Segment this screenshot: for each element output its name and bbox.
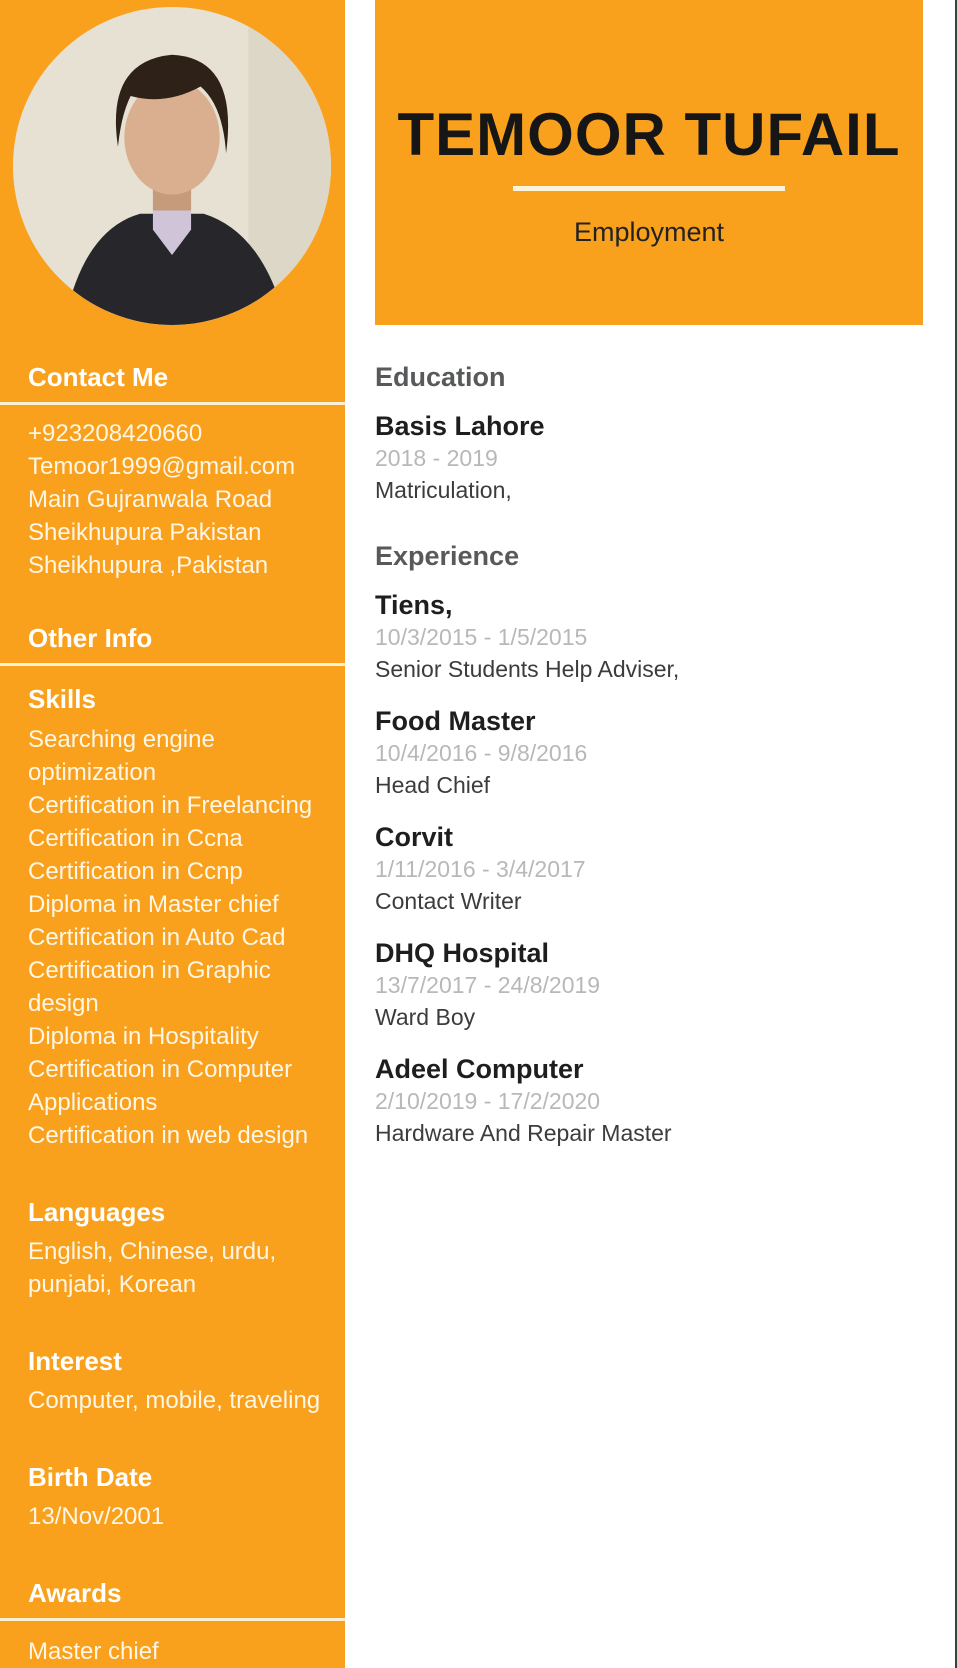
entry-detail: Senior Students Help Adviser, <box>375 656 680 682</box>
entry-detail: Head Chief <box>375 772 491 798</box>
experience-entry <box>375 821 923 917</box>
section-divider <box>0 402 345 405</box>
contact-email: Temoor1999@gmail.com <box>28 453 296 480</box>
main-column <box>375 0 923 1149</box>
experience-entry <box>375 1053 923 1149</box>
skill-item: Diploma in Master chief <box>28 891 279 918</box>
entry-name: Basis Lahore <box>375 411 545 441</box>
profile-photo-illustration <box>13 7 331 325</box>
entry-dates: 10/4/2016 - 9/8/2016 <box>375 740 588 766</box>
education-heading: Education <box>375 362 506 392</box>
entry-name: Corvit <box>375 822 454 852</box>
experience-entry <box>375 589 923 685</box>
other-info-section-heading: Other Info <box>28 623 153 653</box>
skill-item: Certification in web design <box>28 1122 309 1149</box>
title-underline <box>513 186 785 191</box>
contact-address-line-3: Sheikhupura ,Pakistan <box>28 552 269 579</box>
skills-list <box>28 723 323 1152</box>
skill-item: Certification in Computer Applications <box>28 1056 293 1116</box>
skills-heading: Skills <box>28 684 96 714</box>
education-entry <box>375 410 923 506</box>
experience-entry <box>375 937 923 1033</box>
awards-heading: Awards <box>28 1578 122 1608</box>
interest-value: Computer, mobile, traveling <box>28 1387 321 1414</box>
entry-detail: Contact Writer <box>375 888 522 914</box>
awards-value: Master chief <box>28 1638 159 1665</box>
resume-header <box>375 0 923 325</box>
sidebar <box>0 0 345 1668</box>
entry-detail: Ward Boy <box>375 1004 476 1030</box>
languages-value: English, Chinese, urdu, punjabi, Korean <box>28 1238 277 1298</box>
entry-dates: 1/11/2016 - 3/4/2017 <box>375 856 586 882</box>
entry-dates: 2018 - 2019 <box>375 445 498 471</box>
contact-details <box>28 417 323 582</box>
section-divider <box>0 663 345 666</box>
birth-date-value: 13/Nov/2001 <box>28 1503 165 1530</box>
entry-name: Tiens, <box>375 590 453 620</box>
name-title: TEMOOR TUFAIL <box>397 100 901 168</box>
entry-detail: Matriculation, <box>375 477 512 503</box>
entry-name: DHQ Hospital <box>375 938 550 968</box>
interest-heading: Interest <box>28 1346 122 1376</box>
skill-item: Certification in Graphic design <box>28 957 271 1017</box>
birth-date-heading: Birth Date <box>28 1462 153 1492</box>
resume-body <box>375 362 923 1149</box>
contact-address-line-2: Sheikhupura Pakistan <box>28 519 262 546</box>
section-divider <box>0 1618 345 1621</box>
contact-section-heading: Contact Me <box>28 362 169 392</box>
skill-item: Certification in Auto Cad <box>28 924 286 951</box>
skill-item: Certification in Freelancing <box>28 792 313 819</box>
entry-name: Adeel Computer <box>375 1054 584 1084</box>
skill-item: Certification in Ccnp <box>28 858 243 885</box>
resume-subtitle: Employment <box>573 216 725 247</box>
skill-item: Certification in Ccna <box>28 825 243 852</box>
experience-heading: Experience <box>375 541 520 571</box>
contact-address-line-1: Main Gujranwala Road <box>28 486 273 513</box>
skill-item: Diploma in Hospitality <box>28 1023 259 1050</box>
entry-dates: 13/7/2017 - 24/8/2019 <box>375 972 601 998</box>
entry-dates: 2/10/2019 - 17/2/2020 <box>375 1088 601 1114</box>
contact-phone: +923208420660 <box>28 420 203 447</box>
experience-entry <box>375 705 923 801</box>
profile-photo <box>13 7 331 325</box>
entry-dates: 10/3/2015 - 1/5/2015 <box>375 624 588 650</box>
skill-item: Searching engine optimization <box>28 726 215 786</box>
entry-name: Food Master <box>375 706 536 736</box>
languages-heading: Languages <box>28 1197 166 1227</box>
entry-detail: Hardware And Repair Master <box>375 1120 672 1146</box>
